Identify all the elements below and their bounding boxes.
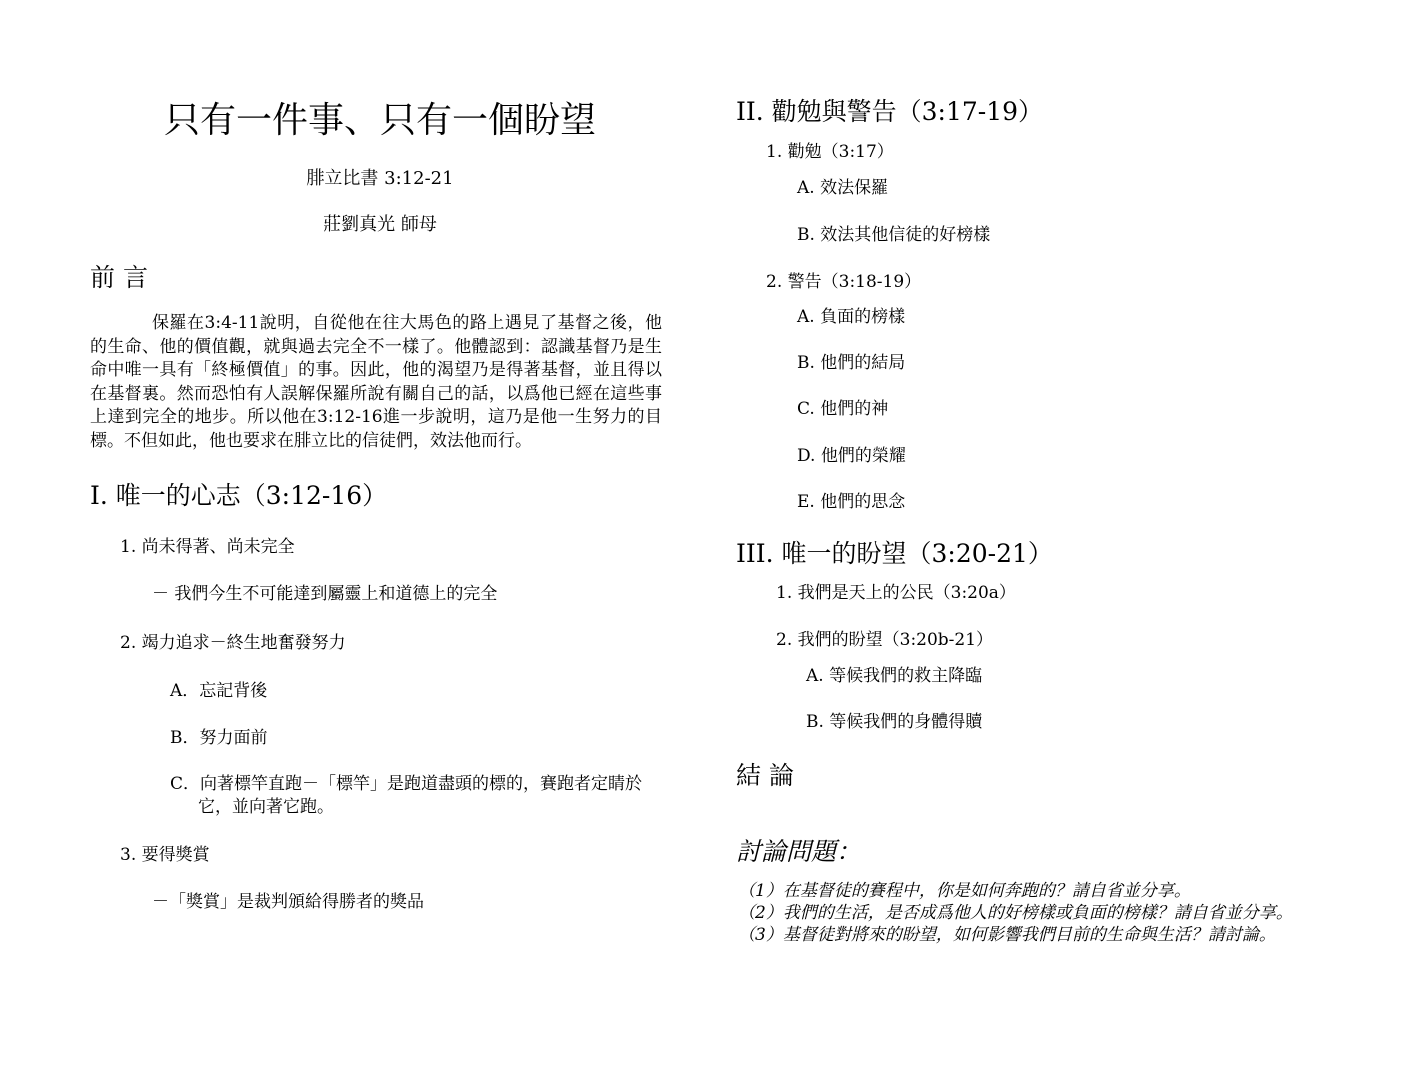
- section1-point1: 1. 尚未得著、尚未完全: [120, 537, 295, 557]
- section1-point2: 2. 竭力追求－終生地奮發努力: [120, 633, 346, 653]
- section1-point2-c: C．向著標竿直跑－「標竿」是跑道盡頭的標的，賽跑者定睛於: [170, 774, 643, 794]
- section2-point2: 2. 警告（3:18-19）: [766, 272, 922, 292]
- discussion-heading: 討論問題：: [736, 837, 862, 866]
- section1-point2-a: A．忘記背後: [170, 681, 268, 701]
- section3-point2-b: B. 等候我們的身體得贖: [806, 712, 983, 732]
- section2-point2-d: D. 他們的榮耀: [797, 446, 906, 466]
- section1-point2-b: B．努力面前: [170, 728, 268, 748]
- section2-point1-b: B. 效法其他信徒的好榜樣: [797, 225, 991, 245]
- section3-point2: 2. 我們的盼望（3:20b-21）: [776, 630, 994, 650]
- section2-point1: 1. 勸勉（3:17）: [766, 142, 894, 162]
- section1-point2-c-cont: 它，並向著它跑。: [198, 797, 334, 817]
- section1-heading: I. 唯一的心志（3:12-16）: [90, 481, 388, 510]
- section3-heading: III. 唯一的盼望（3:20-21）: [736, 539, 1053, 568]
- section1-point3-note: －「獎賞」是裁判頒給得勝者的獎品: [152, 892, 424, 912]
- section2-point1-a: A. 效法保羅: [797, 178, 889, 198]
- discussion-question-1: （1）在基督徒的賽程中，你是如何奔跑的？請自省並分享。: [738, 881, 1191, 901]
- speaker-name: 莊劉真光 師母: [323, 214, 437, 235]
- section2-point2-b: B. 他們的結局: [797, 353, 906, 373]
- section2-heading: II. 勸勉與警告（3:17-19）: [736, 97, 1044, 126]
- intro-paragraph: 保羅在3:4-11說明，自從他在往大馬色的路上遇見了基督之後，他的生命、他的價值觀，就與過去完全不一樣了。他體認到：認識基督乃是生命中唯一具有「終極價值」的事。因此，他的渴望乃是得著基督，並且得以在基督裏。然而恐怕有人誤解保羅所說有關自己的話，以爲他已經在這些事上達到完全的地步。所以他在3:12-16進一步說明，這乃是他一生努力的目標。不但如此，他也要求在腓立比的信徒們，效法他而行。: [90, 313, 662, 451]
- intro-heading: 前 言: [90, 263, 148, 292]
- discussion-question-3: （3）基督徒對將來的盼望，如何影響我們目前的生命與生活？請討論。: [738, 925, 1276, 945]
- discussion-question-2: （2）我們的生活，是否成爲他人的好榜樣或負面的榜樣？請自省並分享。: [738, 903, 1293, 923]
- section2-point2-c: C. 他們的神: [797, 399, 889, 419]
- page-title: 只有一件事、只有一個盼望: [163, 100, 596, 141]
- section2-point2-a: A. 負面的榜樣: [797, 307, 906, 327]
- section2-point2-e: E. 他們的思念: [797, 492, 906, 512]
- section1-point1-note: － 我們今生不可能達到屬靈上和道德上的完全: [152, 584, 498, 604]
- section3-point2-a: A. 等候我們的救主降臨: [806, 666, 983, 686]
- section3-point1: 1. 我們是天上的公民（3:20a）: [776, 583, 1016, 603]
- conclusion-heading: 結 論: [736, 761, 794, 790]
- section1-point3: 3. 要得獎賞: [120, 845, 210, 865]
- scripture-reference: 腓立比書 3:12-21: [306, 168, 454, 189]
